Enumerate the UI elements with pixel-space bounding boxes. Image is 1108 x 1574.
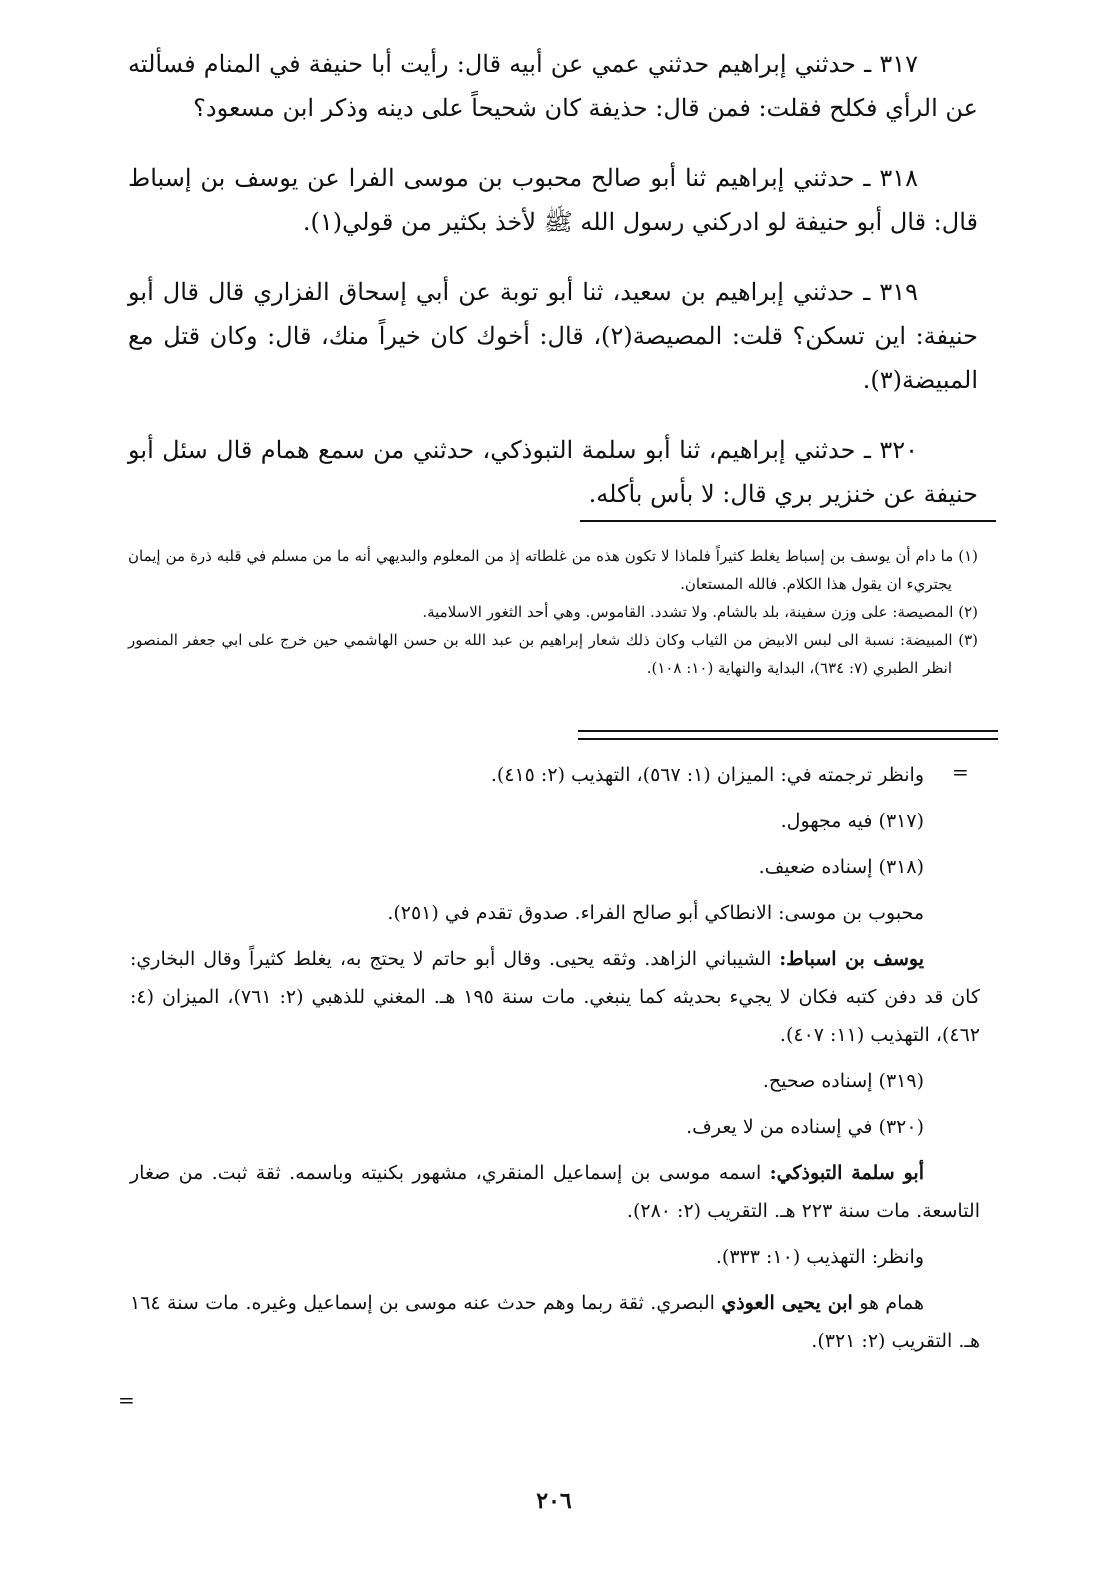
- note-yusuf-text: الشيباني الزاهد. وثقه يحيى. وقال أبو حاتم لا يحتج به، يغلط كثيراً وقال البخاري: كان قد دفن كتبه فكان لا يجيء بحديثه كما ينبغي. مات سنة ١٩٥ هـ. المغني للذهبي (٢: ٧٦١)، الميزان (٤: ٤٦٢)، التهذيب (١١: ٤٠٧).: [130, 948, 980, 1046]
- double-separator: [578, 730, 998, 740]
- note-abu-salama-text: اسمه موسى بن إسماعيل المنقري، مشهور بكنيته وباسمه. ثقة ثبت. من صغار التاسعة. مات سنة ٢٢٣ هـ. التقريب (٢: ٢٨٠).: [130, 1162, 980, 1222]
- hadith-318: ٣١٨ ـ حدثني إبراهيم ثنا أبو صالح محبوب بن موسى الفرا عن يوسف بن إسباط قال: قال أبو حنيفة لو ادركني رسول الله ﷺ لأخذ بكثير من قولي(١).: [128, 164, 978, 236]
- footnote-1: (١) ما دام أن يوسف بن إسباط يغلط كثيراً فلماذا لا تكون هذه من غلطاته إذ من المعلوم والبديهي أنه ما من مسلم في قلبه ذرة من إيمان يجتريء ان يقول هذا الكلام. فالله المستعان.: [128, 547, 978, 593]
- note-hammam: [130, 1284, 980, 1360]
- note-yusuf-name: يوسف بن اسباط:: [779, 948, 924, 970]
- continuation-mark-bottom: =: [118, 1388, 135, 1412]
- footnote-3: (٣) المبيضة: نسبة الى لبس الابيض من الثياب وكان ذلك شعار إبراهيم بن عبد الله بن حسن الهاشمي حين خرج على ابي جعفر المنصور انظر الطبري (٧: ٦٣٤)، البداية والنهاية (١٠: ١٠٨).: [128, 631, 978, 677]
- note-mahboub: محبوب بن موسى: الانطاكي أبو صالح الفراء. صدوق تقدم في (٢٥١).: [387, 902, 924, 924]
- footnote-separator: [580, 520, 996, 522]
- note-319: (٣١٩) إسناده صحيح.: [762, 1070, 924, 1092]
- note-hammam-pre: همام هو: [852, 1292, 924, 1314]
- page-number: ٢٠٦: [536, 1488, 572, 1514]
- hadith-319: ٣١٩ ـ حدثني إبراهيم بن سعيد، ثنا أبو توبة عن أبي إسحاق الفزاري قال قال أبو حنيفة: اين تسكن؟ قلت: المصيصة(٢)، قال: أخوك كان خيراً منك، قال: وكان قتل مع المبيضة(٣).: [128, 278, 979, 394]
- footnote-2: (٢) المصيصة: على وزن سفينة، بلد بالشام. ولا تشدد. القاموس. وهي أحد الثغور الاسلامية.: [422, 603, 978, 621]
- footnotes: [128, 542, 978, 682]
- note-hammam-name: ابن يحيى العوذي: [721, 1292, 853, 1314]
- note-biography-refs: وانظر ترجمته في: الميزان (١: ٥٦٧)، التهذيب (٢: ٤١٥).: [490, 764, 924, 786]
- note-yusuf: [130, 940, 980, 1054]
- note-tahdhib-ref: وانظر: التهذيب (١٠: ٣٣٣).: [715, 1246, 924, 1268]
- continuation-mark-top: =: [952, 760, 969, 784]
- note-320: (٣٢٠) في إسناده من لا يعرف.: [686, 1116, 924, 1138]
- note-317: (٣١٧) فيه مجهول.: [780, 810, 924, 832]
- main-text: [128, 42, 978, 542]
- hadith-320: ٣٢٠ ـ حدثني إبراهيم، ثنا أبو سلمة التبوذكي، حدثني من سمع همام قال سئل أبو حنيفة عن خنزير بري قال: لا بأس بأكله.: [128, 436, 978, 508]
- note-hammam-text: البصري. ثقة ربما وهم حدث عنه موسى بن إسماعيل وغيره. مات سنة ١٦٤ هـ. التقريب (٢: ٣٢١).: [130, 1292, 980, 1352]
- note-abu-salama-name: أبو سلمة التبوذكي:: [769, 1162, 924, 1184]
- note-318: (٣١٨) إسناده ضعيف.: [758, 856, 924, 878]
- note-abu-salama: [130, 1154, 980, 1230]
- commentary-notes: [130, 756, 980, 1368]
- hadith-317: ٣١٧ ـ حدثني إبراهيم حدثني عمي عن أبيه قال: رأيت أبا حنيفة في المنام فسألته عن الرأي فكلح فقلت: فمن قال: حذيفة كان شحيحاً على دينه وذكر ابن مسعود؟: [128, 50, 978, 122]
